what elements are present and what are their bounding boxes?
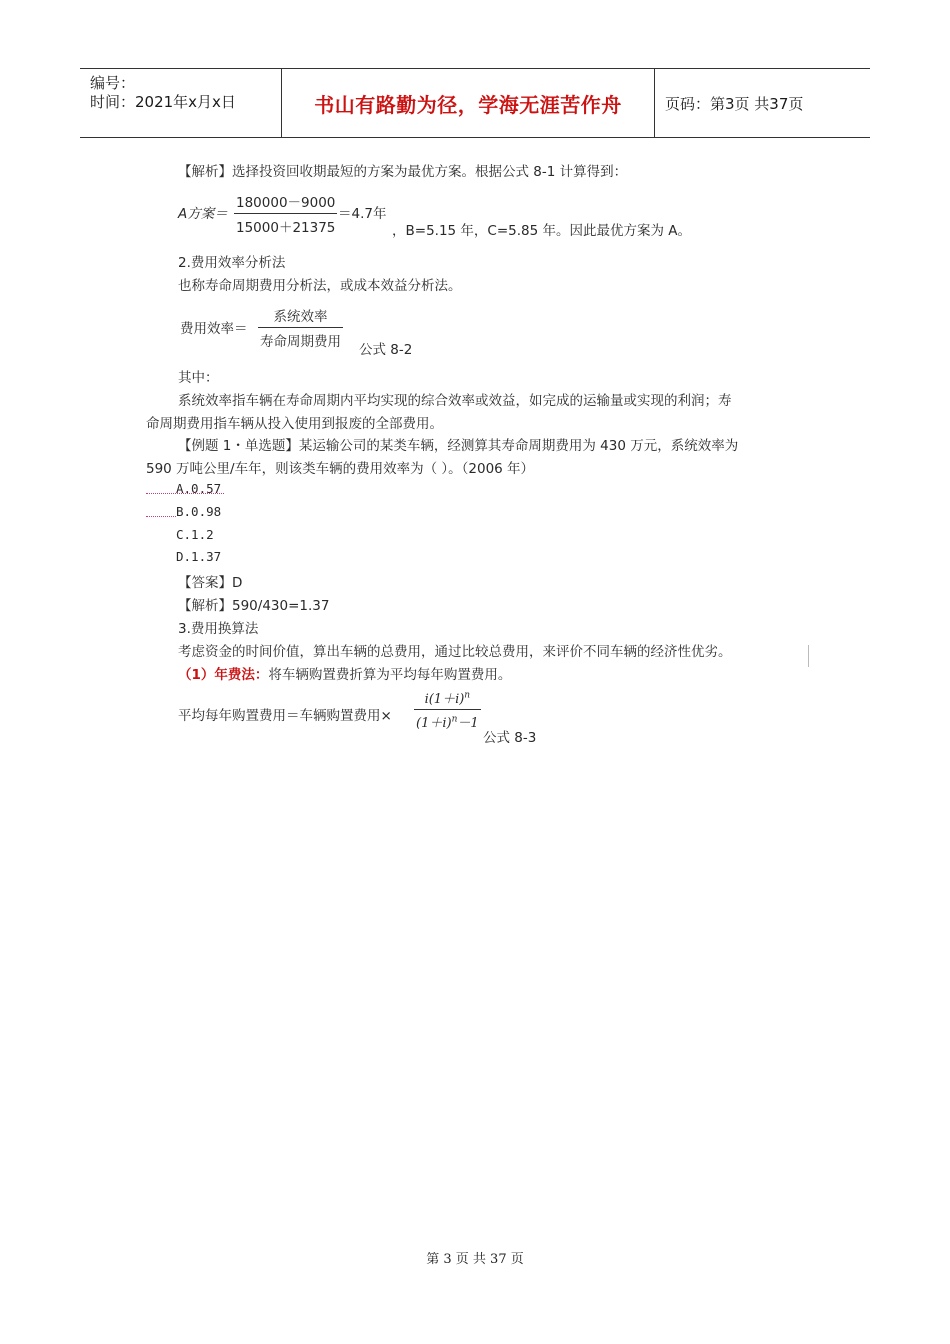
- option-underline-b: [146, 516, 176, 517]
- option-b: B.0.98: [176, 504, 222, 519]
- formula-c-label: 公式 8-3: [483, 730, 537, 746]
- formula-c-denominator-tail: －1: [457, 716, 479, 731]
- formula-b-label: 公式 8-2: [359, 342, 413, 358]
- analysis-paragraph-2: 【解析】590/430=1.37: [178, 598, 330, 614]
- definition-line-2: 命周期费用指车辆从投入使用到报废的全部费用。: [146, 416, 443, 432]
- formula-a-conclusion: ，B=5.15 年，C=5.85 年。因此最优方案为 A。: [392, 223, 692, 239]
- section-3-title: 3.费用换算法: [178, 621, 259, 637]
- page-edge-mark: [808, 645, 813, 667]
- answer-line: 【答案】D: [178, 575, 243, 591]
- formula-a-numerator: 180000－9000: [234, 191, 337, 214]
- option-a: A.0.57: [176, 481, 222, 496]
- formula-b-lhs: 费用效率＝: [180, 321, 248, 337]
- option-d: D.1.37: [176, 549, 222, 564]
- header-page-number: 页码：第3页 共37页: [665, 95, 804, 113]
- formula-c-numerator: [414, 688, 481, 710]
- formula-c-fraction: [414, 688, 481, 731]
- formula-a-result: ＝4.7年: [338, 206, 387, 222]
- doc-time-label: 时间：2021年x月x日: [90, 93, 236, 111]
- formula-c-numerator-exponent: n: [464, 690, 471, 701]
- method-1-description: 将车辆购置费折算为平均每年购置费用。: [268, 667, 512, 683]
- formula-b-numerator: 系统效率: [258, 305, 343, 328]
- formula-c-denominator-base: (1＋i): [416, 716, 452, 731]
- analysis-paragraph-1: 【解析】选择投资回收期最短的方案为最优方案。根据公式 8-1 计算得到：: [178, 164, 628, 180]
- where-label: 其中：: [178, 370, 219, 386]
- formula-a-denominator: 15000＋21375: [236, 220, 336, 236]
- option-c: C.1.2: [176, 527, 214, 542]
- example-line-2: 590 万吨公里/车年，则该类车辆的费用效率为（ ）。（2006 年）: [146, 461, 535, 477]
- formula-a-lhs: A方案＝: [178, 206, 228, 222]
- formula-c-numerator-base: i(1＋i): [424, 692, 465, 707]
- method-1-line: [178, 663, 511, 683]
- doc-code-label: 编号：: [90, 74, 136, 92]
- formula-c-denominator-exponent: n: [451, 714, 458, 725]
- formula-c-denominator: [414, 710, 481, 731]
- formula-a-fraction: [234, 191, 337, 236]
- section-3-description: 考虑资金的时间价值，算出车辆的总费用，通过比较总费用，来评价不同车辆的经济性优劣。: [178, 644, 732, 660]
- example-line-1: 【例题 1・单选题】某运输公司的某类车辆，经测算其寿命周期费用为 430 万元，系统效率为: [178, 438, 739, 454]
- method-1-label: （1）年费法：: [178, 667, 269, 683]
- section-2-description: 也称寿命周期费用分析法，或成本效益分析法。: [178, 278, 462, 294]
- header-motto: 书山有路勤为径，学海无涯苦作舟: [314, 93, 622, 117]
- definition-line-1: 系统效率指车辆在寿命周期内平均实现的综合效率或效益，如完成的运输量或实现的利润；寿: [178, 393, 732, 409]
- formula-b-fraction: [258, 305, 343, 350]
- page-footer: 第 3 页 共 37 页: [426, 1252, 524, 1267]
- formula-c-lhs: 平均每年购置费用＝车辆购置费用×: [178, 708, 392, 724]
- section-2-title: 2.费用效率分析法: [178, 255, 286, 271]
- formula-b-denominator: 寿命周期费用: [260, 334, 341, 350]
